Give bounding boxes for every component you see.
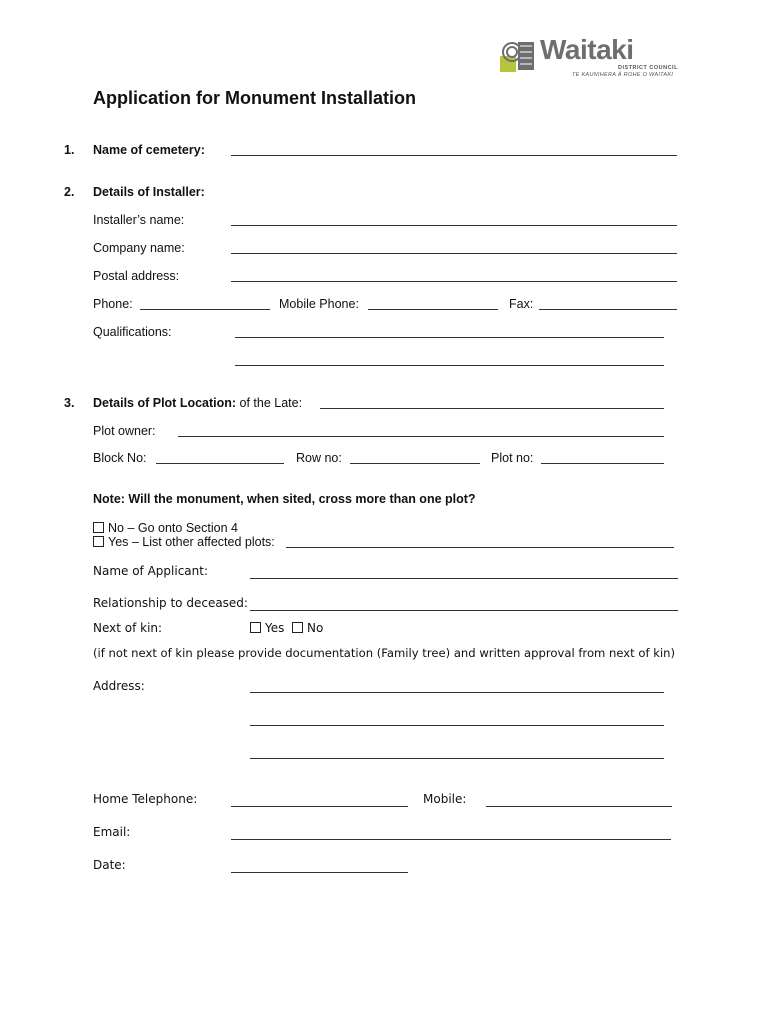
email-field[interactable] [231, 839, 671, 840]
option-no[interactable] [93, 521, 238, 535]
plot-no-label: Plot no: [491, 451, 534, 465]
option-no-label: No – Go onto Section 4 [108, 521, 238, 535]
address-field-1[interactable] [250, 692, 664, 693]
page-title: Application for Monument Installation [93, 88, 416, 108]
logo-name: Waitaki [540, 34, 634, 65]
applicant-name-label: Name of Applicant: [93, 564, 209, 578]
applicant-name-field[interactable] [250, 578, 678, 579]
date-field[interactable] [231, 872, 408, 873]
kin-yes-label: Yes [265, 621, 285, 635]
installer-details-heading: Details of Installer: [93, 185, 205, 199]
next-of-kin-label: Next of kin: [93, 621, 163, 635]
logo-subtitle: DISTRICT COUNCIL [618, 65, 678, 71]
address-field-3[interactable] [250, 758, 664, 759]
waitaki-logo-icon [500, 40, 536, 72]
installer-name-label: Installer’s name: [93, 213, 185, 227]
installer-name-field[interactable] [231, 225, 677, 226]
next-of-kin-note: (if not next of kin please provide documentation (Family tree) and written approval from next of kin) [93, 646, 676, 660]
fax-label: Fax: [509, 297, 534, 311]
mobile-label: Mobile: [423, 792, 467, 806]
fax-field[interactable] [539, 309, 677, 310]
yes-checkbox[interactable] [93, 536, 104, 547]
kin-no-option[interactable] [292, 621, 323, 635]
block-no-field[interactable] [156, 463, 284, 464]
company-name-field[interactable] [231, 253, 677, 254]
deceased-name-field[interactable] [320, 408, 664, 409]
relationship-label: Relationship to deceased: [93, 596, 248, 610]
relationship-field[interactable] [250, 610, 678, 611]
affected-plots-field[interactable] [286, 547, 674, 548]
mobile-phone-field[interactable] [368, 309, 498, 310]
section-3-number: 3. [64, 396, 75, 410]
kin-no-label: No [307, 621, 324, 635]
email-label: Email: [93, 825, 131, 839]
home-telephone-field[interactable] [231, 806, 408, 807]
phone-field[interactable] [140, 309, 270, 310]
postal-address-field[interactable] [231, 281, 677, 282]
row-no-field[interactable] [350, 463, 480, 464]
option-yes-label: Yes – List other affected plots: [108, 535, 275, 549]
multi-plot-note: Note: Will the monument, when sited, cross more than one plot? [93, 492, 476, 506]
plot-owner-field[interactable] [178, 436, 664, 437]
block-no-label: Block No: [93, 451, 147, 465]
home-telephone-label: Home Telephone: [93, 792, 198, 806]
mobile-field[interactable] [486, 806, 672, 807]
plot-location-heading: Details of Plot Location: of the Late: [93, 396, 303, 410]
mobile-phone-label: Mobile Phone: [279, 297, 359, 311]
phone-label: Phone: [93, 297, 133, 311]
cemetery-label: Name of cemetery: [93, 143, 205, 157]
option-yes[interactable] [93, 535, 275, 549]
qualifications-field-2[interactable] [235, 365, 664, 366]
kin-yes-checkbox[interactable] [250, 622, 261, 633]
plot-owner-label: Plot owner: [93, 424, 156, 438]
qualifications-field-1[interactable] [235, 337, 664, 338]
date-label: Date: [93, 858, 126, 872]
postal-address-label: Postal address: [93, 269, 180, 283]
section-1-number: 1. [64, 143, 75, 157]
plot-no-field[interactable] [541, 463, 664, 464]
address-label: Address: [93, 679, 145, 693]
logo-tagline: TE KAUNIHERA Ā ROHE O WAITAKI [572, 72, 674, 78]
section-2-number: 2. [64, 185, 75, 199]
cemetery-field[interactable] [231, 155, 677, 156]
row-no-label: Row no: [296, 451, 342, 465]
no-checkbox[interactable] [93, 522, 104, 533]
kin-no-checkbox[interactable] [292, 622, 303, 633]
qualifications-label: Qualifications: [93, 325, 172, 339]
address-field-2[interactable] [250, 725, 664, 726]
kin-yes-option[interactable] [250, 621, 284, 635]
company-name-label: Company name: [93, 241, 185, 255]
